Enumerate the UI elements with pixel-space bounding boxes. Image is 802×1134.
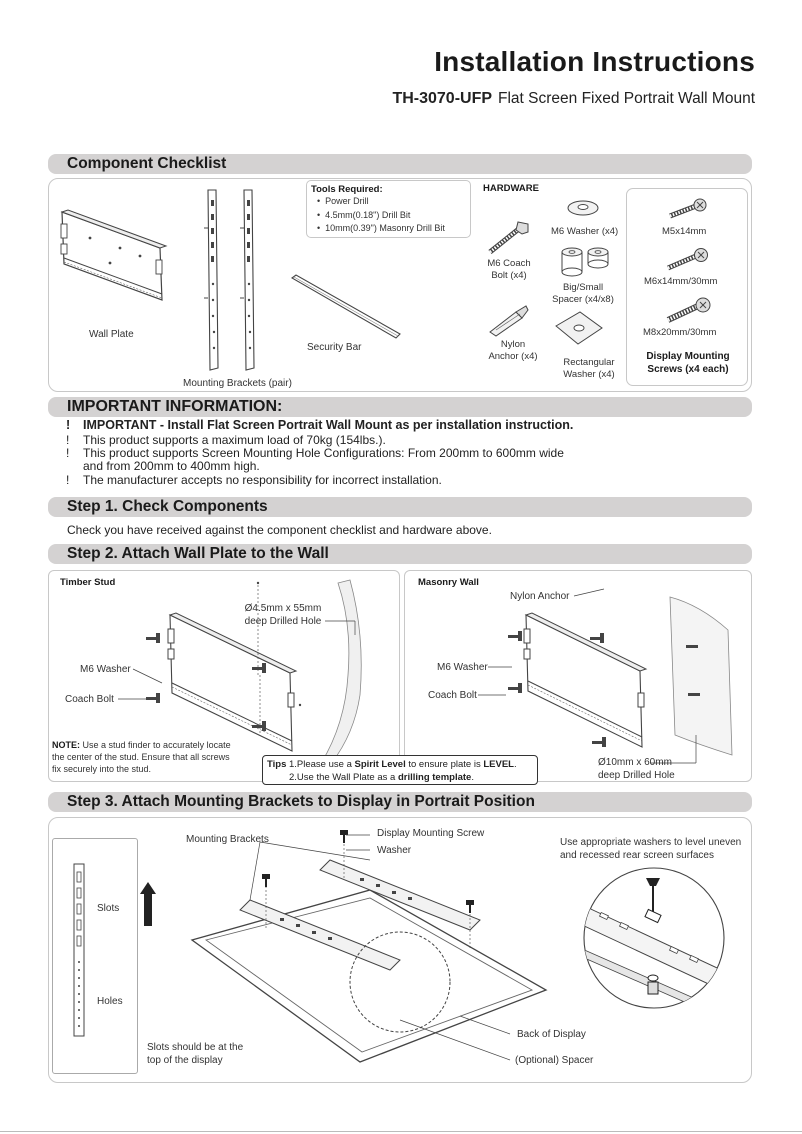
m5-screw-icon bbox=[666, 198, 710, 222]
note-label: NOTE: bbox=[52, 740, 80, 750]
washer-level-note: Use appropriate washers to level uneven and recessed rear screen surfaces bbox=[560, 837, 742, 861]
m5-screw-label: M5x14mm bbox=[662, 226, 707, 237]
important-line bbox=[66, 446, 564, 460]
optional-spacer-label: (Optional) Spacer bbox=[515, 1055, 594, 1066]
tools-required-box bbox=[306, 180, 471, 238]
coach-bolt-label: M6 Coach Bolt (x4) bbox=[487, 258, 531, 282]
step2-bar bbox=[48, 544, 752, 564]
masonry-wall-title: Masonry Wall bbox=[418, 577, 479, 588]
product-name: Flat Screen Fixed Portrait Wall Mount bbox=[498, 90, 755, 107]
holes-label: Holes bbox=[97, 996, 123, 1007]
tips-label: Tips bbox=[267, 759, 287, 770]
step2-heading: Step 2. Attach Wall Plate to the Wall bbox=[67, 545, 329, 562]
mounting-brackets-illustration bbox=[200, 188, 270, 373]
tool-item: • Power Drill bbox=[317, 196, 369, 206]
masonry-washer-label: M6 Washer bbox=[437, 662, 488, 673]
timber-bolt-label: Coach Bolt bbox=[65, 694, 114, 705]
tip-text: . bbox=[471, 771, 474, 783]
step3-brackets-label: Mounting Brackets bbox=[186, 834, 269, 845]
back-of-display-label: Back of Display bbox=[517, 1029, 586, 1040]
security-bar-illustration bbox=[290, 274, 405, 344]
m8-screw-label: M8x20mm/30mm bbox=[643, 327, 717, 338]
tool-item-text: Power Drill bbox=[325, 196, 369, 206]
bullet-mark: ! bbox=[66, 418, 71, 432]
timber-note bbox=[52, 740, 238, 776]
important-info-heading: IMPORTANT INFORMATION: bbox=[67, 398, 283, 415]
masonry-hole-label: Ø10mm x 60mm deep Drilled Hole bbox=[598, 757, 675, 781]
bullet-mark: ! bbox=[66, 433, 70, 447]
mounting-brackets-label: Mounting Brackets (pair) bbox=[183, 378, 292, 389]
tip-line-1 bbox=[267, 759, 533, 772]
tool-item: • 4.5mm(0.18") Drill Bit bbox=[317, 210, 411, 220]
timber-hole-label: Ø4.5mm x 55mm deep Drilled Hole bbox=[244, 603, 322, 627]
page-bottom-rule bbox=[0, 1131, 802, 1132]
tip-text: . bbox=[513, 759, 517, 770]
zoom-detail-diagram bbox=[580, 864, 730, 1014]
wall-plate-label: Wall Plate bbox=[89, 329, 134, 340]
important-line-text: This product supports Screen Mounting Hole Configurations: From 200mm to 600mm wide bbox=[83, 446, 564, 460]
step3-heading: Step 3. Attach Mounting Brackets to Display in Portrait Position bbox=[67, 793, 535, 810]
bracket-orientation-diagram bbox=[68, 862, 148, 1042]
spacer-label: Big/Small Spacer (x4/x8) bbox=[552, 282, 614, 306]
nylon-anchor-icon bbox=[486, 304, 530, 336]
tip-text: to ensure plate is bbox=[405, 759, 484, 770]
nylon-anchor-label: Nylon Anchor (x4) bbox=[488, 339, 538, 363]
washer-label: M6 Washer (x4) bbox=[551, 226, 619, 237]
important-line-text: The manufacturer accepts no responsibility for incorrect installation. bbox=[83, 473, 442, 487]
important-line bbox=[66, 418, 573, 432]
important-line bbox=[66, 459, 260, 473]
important-line bbox=[66, 473, 442, 487]
timber-washer-label: M6 Washer bbox=[80, 664, 131, 675]
m6-screw-label: M6x14mm/30mm bbox=[644, 276, 718, 287]
important-line bbox=[66, 433, 386, 447]
tip-bold: Spirit Level bbox=[354, 759, 406, 770]
tools-required-title: Tools Required: bbox=[311, 184, 383, 195]
model-number: TH-3070-UFP bbox=[392, 90, 493, 107]
tool-item-text: 4.5mm(0.18") Drill Bit bbox=[325, 210, 411, 220]
tip-bold: drilling template bbox=[397, 771, 472, 783]
slots-label: Slots bbox=[97, 903, 120, 914]
timber-stud-title: Timber Stud bbox=[60, 577, 116, 588]
slots-note: Slots should be at the top of the display bbox=[147, 1042, 244, 1066]
component-checklist-heading: Component Checklist bbox=[67, 155, 227, 172]
wall-plate-illustration bbox=[60, 208, 170, 303]
m8-screw-icon bbox=[664, 298, 714, 326]
display-screw-label: Display Mounting Screw bbox=[377, 828, 485, 839]
rectangular-washer-icon bbox=[554, 310, 604, 346]
bullet-mark: ! bbox=[66, 473, 70, 487]
m6-screw-icon bbox=[664, 248, 712, 274]
tool-item-text: 10mm(0.39") Masonry Drill Bit bbox=[325, 223, 445, 233]
tip-text: 1.Please use a bbox=[289, 759, 355, 770]
note-text: Use a stud finder to accurately locate the center of the stud. Ensure that all screws fix securely into the stud. bbox=[52, 740, 231, 774]
tool-item: • 10mm(0.39") Masonry Drill Bit bbox=[317, 223, 445, 233]
product-subtitle bbox=[260, 90, 755, 108]
display-back-diagram bbox=[180, 830, 560, 1070]
washer-icon bbox=[566, 198, 600, 220]
step3-bar bbox=[48, 792, 752, 812]
spacer-icon bbox=[558, 246, 614, 280]
masonry-anchor-label: Nylon Anchor bbox=[510, 591, 570, 602]
step1-text: Check you have received against the component checklist and hardware above. bbox=[67, 523, 492, 537]
masonry-wall-plate-diagram bbox=[500, 585, 740, 765]
bullet-mark: ! bbox=[66, 446, 70, 460]
step3-washer-label: Washer bbox=[377, 845, 412, 856]
security-bar-label: Security Bar bbox=[307, 342, 362, 353]
important-line-text: IMPORTANT - Install Flat Screen Portrait Wall Mount as per installation instruction. bbox=[83, 418, 574, 432]
hardware-title: HARDWARE bbox=[483, 183, 539, 194]
step1-heading: Step 1. Check Components bbox=[67, 498, 268, 515]
page-title: Installation Instructions bbox=[434, 46, 755, 77]
masonry-bolt-label: Coach Bolt bbox=[428, 690, 477, 701]
coach-bolt-icon bbox=[486, 218, 536, 258]
rectangular-washer-label: Rectangular Washer (x4) bbox=[563, 357, 615, 381]
tip-line-2 bbox=[267, 772, 533, 785]
tips-box bbox=[262, 755, 538, 785]
display-screws-caption: Display Mounting Screws (x4 each) bbox=[646, 351, 730, 375]
important-line-text: and from 200mm to 400mm high. bbox=[83, 459, 260, 473]
component-checklist-bar bbox=[48, 154, 752, 174]
important-info-bar bbox=[48, 397, 752, 417]
tip-text: 2.Use the Wall Plate as a bbox=[289, 771, 398, 783]
important-line-text: This product supports a maximum load of 70kg (154lbs.). bbox=[83, 433, 386, 447]
step1-bar bbox=[48, 497, 752, 517]
tip-bold: LEVEL bbox=[483, 759, 514, 770]
